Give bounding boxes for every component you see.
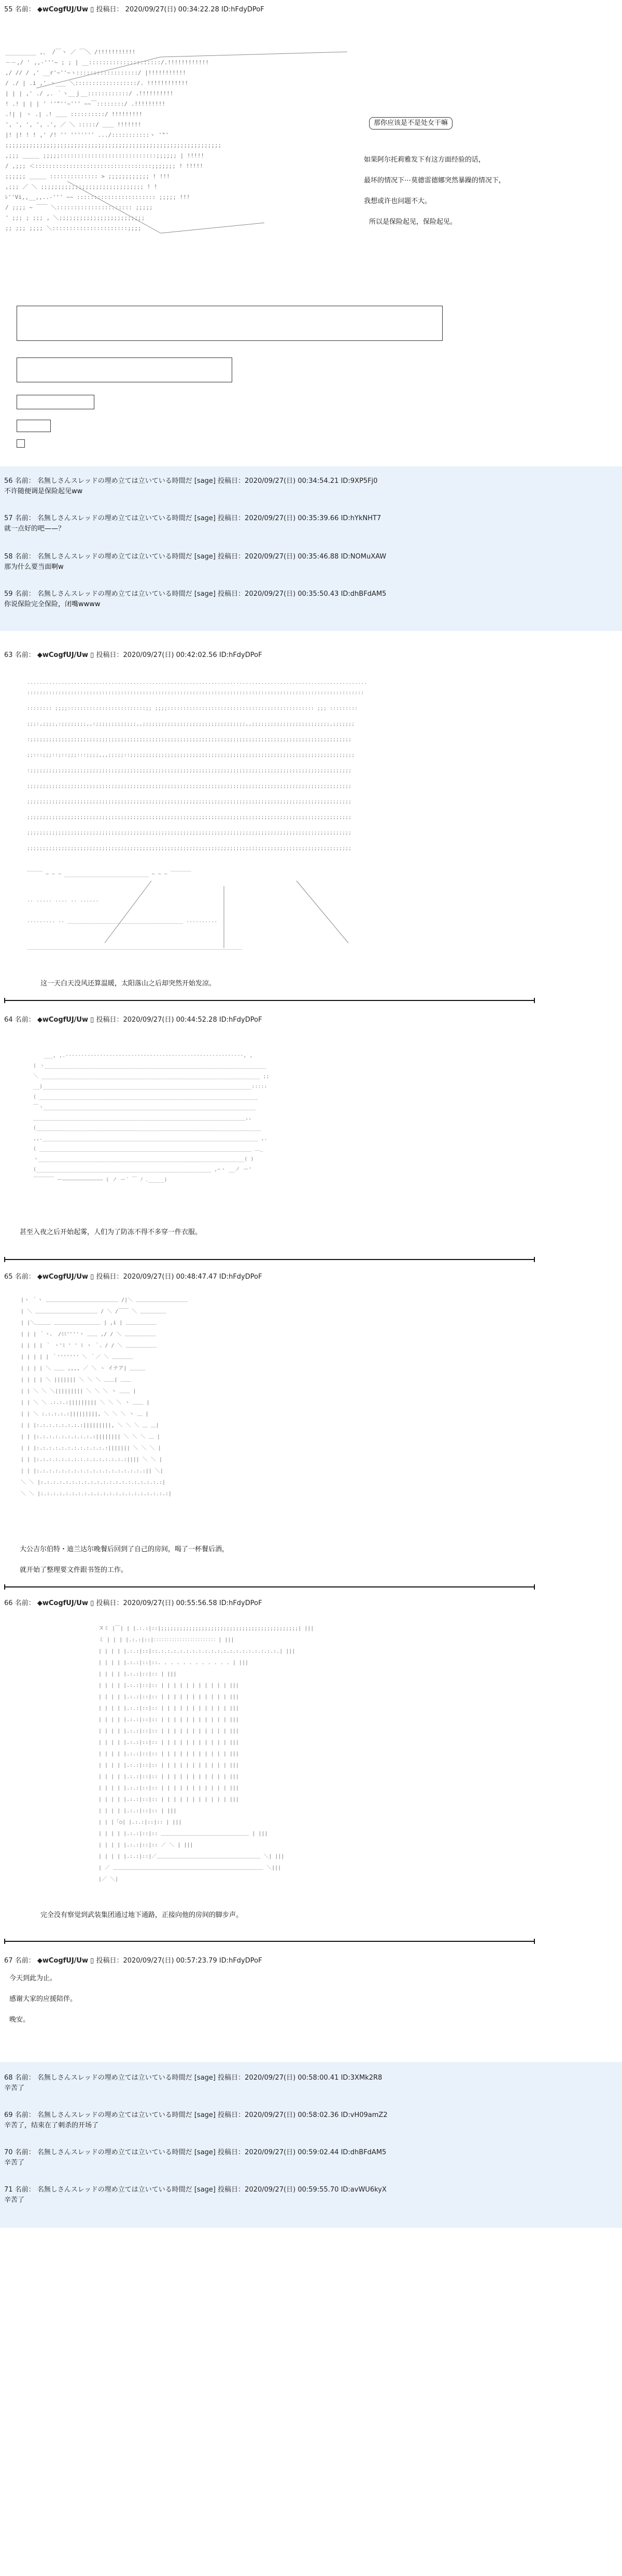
svg-text:( ___________________________: ( ____________________________________________________________________ ＿_ <box>33 1146 263 1152</box>
svg-text:| | | | |.:.:|::|:: |: | | | | |.:.:|::|:: | | | | | | | | | | | ||| <box>98 1774 239 1780</box>
ascii-art-clouds <box>33 1047 458 1212</box>
svg-text:/ ,;;; ＜::::::::::::::::::::: / ,;;; ＜::::::::::::::::::::::::::::::::::;;;;;;; ! !!!!! <box>5 163 203 169</box>
svg-text:| | | | |.:.:|::|:: |: | | | | |.:.:|::|:: | | | | | | | | | | | ||| <box>98 1683 239 1688</box>
svg-text:| | | | |.:.:|::|／＿＿＿＿＿＿＿: | | | | |.:.:|::|／＿＿＿＿＿＿＿＿＿＿＿＿＿＿＿＿＿＿＿＿ ＼| ||| <box>98 1854 285 1859</box>
svg-text:| | | | |.:.:|::|:: |: | | | | |.:.:|::|:: | | | | | | | | | | | ||| <box>98 1706 239 1711</box>
doc-icon: ▯ <box>90 651 94 659</box>
svg-text:;;;;;;;;;;;;;;;;;;;;;;;;;;;;;;: ;;;;;;;;;;;;;;;;;;;;;;;;;;;;;;;;;;;;;;;;;;;;;;;;;;;;;;;;;;;;;;; <box>5 142 222 149</box>
svg-text:|! |! ! ! ,' /! '' ''''''' .: |! |! ! ! ,' /! '' ''''''' .../:::::::::::ヽ '"' <box>5 132 169 138</box>
ascii-art-landscape <box>27 679 452 969</box>
post-text-line: 我想或许也问题不大。 <box>364 197 432 205</box>
post-text-line: 最坏的情况下⋯莫德雷德娜突然暴躁的情况下， <box>364 177 506 184</box>
post-header: 55 名前： ◆wCogfUJ/Uw ▯ 投稿日： 2020/09/27(日) 00:34:22.28 ID:hFdyDPoF <box>4 6 264 13</box>
post-text-line: 如果阿尔托莉雅发下有这方面经验的话， <box>364 156 486 164</box>
svg-text:￣ヽ____________________________: ￣ヽ____________________________________________________________________ <box>33 1105 256 1110</box>
svg-text:| |＼＿＿＿ ＿＿＿＿＿＿＿＿＿ | ,i: | |＼＿＿＿ ＿＿＿＿＿＿＿＿＿ | ,i | ＿＿＿＿＿＿ <box>21 1320 157 1326</box>
svg-text:| ＼ ＿＿＿＿＿＿＿＿＿＿＿＿ / ＼ /￣￣ ＼: | ＼ ＿＿＿＿＿＿＿＿＿＿＿＿ / ＼ /￣￣ ＼ ＿＿＿＿＿ <box>21 1309 166 1314</box>
svg-text:| | ＼ ＼ ＼||||||||| ＼ ＼ ＼: | | ＼ ＼ ＼||||||||| ＼ ＼ ＼ ヽ ＿＿ | <box>21 1389 136 1394</box>
doc-icon: ▯ <box>90 1016 94 1024</box>
post-separator <box>4 1941 535 1942</box>
svg-text:;;;;;; ＿＿＿ :::::::::::::: > ;: ;;;;;; ＿＿＿ :::::::::::::: > ;;;;;;;;;;;; ! !!! <box>5 173 170 180</box>
svg-text:| | | ,' ./ ,. ｀ヽ__ｊ__:::: | | | ,' ./ ,. ｀ヽ__ｊ__::::::::::::/ .!!!!!!!!!! <box>5 90 174 97</box>
reply-header: 57 名前： 名無しさんスレッドの埋め立ては立いている時間だ [sage] 投稿日：2020/09/27(日) 00:35:39.66 ID:hYkNHT7 <box>4 514 381 522</box>
reply-header: 56 名前： 名無しさんスレッドの埋め立ては立いている時間だ [sage] 投稿日：2020/09/27(日) 00:34:54.21 ID:9XP5Fj0 <box>4 477 378 485</box>
empty-box <box>17 395 94 409</box>
svg-text::;;;;;;;;;;;;;;;;;;;;;;;;;;;;;: :;;;;;;;;;;;;;;;;;;;;;;;;;;;;;;;;;;;;;;;;;;;;;;;;;;;;;;;;;;;;;;;;;;;;;;;;;;;;;;;;;;;;;;;;;;;;;;;;;;;;;;; <box>27 737 352 742</box>
svg-text:______________________________: ____________________________________________________________________,, <box>33 1115 252 1121</box>
svg-text:......... .. ___________: ......... .. _____________________________________ .......... <box>27 918 218 924</box>
svg-text:￣￣￣￣ ー――――――――――――― ( ノ ー´ ￣: ￣￣￣￣ ー――――――――――――― ( ノ ー´ ￣ ﾉ ､_____) <box>33 1177 167 1183</box>
svg-text:;;;;;;;;;;;;;;;;;;;;;;;;;;;;;;: ;;;;;;;;;;;;;;;;;;;;;;;;;;;;;;;;;;;;;;;;;;;;;;;;;;;;;;;;;;;;;;;;;;;;;;;;;;;;;;;;;;;;;;;;;;;;;;;;;;;;;;;; <box>27 783 352 789</box>
svg-text:| | | | |.:.:|::|:: |: | | | | |.:.:|::|:: | | | | | | | | | | | ||| <box>98 1797 239 1802</box>
svg-text:￣￣￣ ~ ~ ~ _______________: ￣￣￣ ~ ~ ~ ___________________________ ~ ~ ~ ￣￣￣￣ <box>27 871 191 877</box>
svg-text:| | | | |.:.:|::|:: |: | | | | |.:.:|::|:: | | | | | | | | | | | ||| <box>98 1740 239 1745</box>
svg-text:＼ ___________________________: ＼ ______________________________________________________________________ ;; <box>33 1074 270 1079</box>
svg-text:| | | | |.:.:|::|::: | | | | |.:.:|::|:: | ||| <box>98 1808 177 1814</box>
svg-text:___, ,.---------------------: ___, ,.---------------------------------------------------------, , <box>44 1053 253 1058</box>
svg-text:|／: |／ ＼| <box>98 1877 119 1882</box>
svg-text:| | | | |.:.:|::|::. .: | | | | |.:.:|::|::. . . . . . . . . . . . | ||| <box>98 1660 248 1666</box>
svg-text:( __________________________: ( ______________________________________________________________________ <box>33 1094 258 1100</box>
reply-header: 58 名前： 名無しさんスレッドの埋め立ては立いている時間だ [sage] 投稿日：2020/09/27(日) 00:35:46.88 ID:NOMuXAW <box>4 553 387 561</box>
post-header: 65 名前： ◆wCogfUJ/Uw ▯ 投稿日：2020/09/27(日) 00:48:47.47 ID:hFdyDPoF <box>4 1273 262 1281</box>
svg-text:;;;:,;;;;,:;;;;;;;;,,:;;;;;;;;: ;;;:,;;;;,:;;;;;;;;,,:;;;;;;;;;;;;;,,;;;;;;;;;;;;;;;;;;;;;;;;;;;;;;;;;,,;;;;;;;;;;;;;;;;;;;;;;;;;,;;;;;;; <box>27 721 355 727</box>
svg-text:/ ;;;; ~ ￣￣ ＼:::::::::: / ;;;; ~ ￣￣ ＼:::::::::::::::::::::: ;;;;; <box>5 204 153 211</box>
svg-text:| | ＼ ＼ .:.:.:||||||||| ＼: | | ＼ ＼ .:.:.:||||||||| ＼ ＼ ＼ ヽ ＿＿ | <box>21 1400 150 1406</box>
svg-text:! .! | | | ' ''"''~''' ~~: ! .! | | | ' ''"''~''' ~~￣::::::::/ .!!!!!!!!! <box>5 101 166 107</box>
svg-text:;;:::;;;::;::;;;:::;;;;,,,;;;;: ;;:::;;;::;::;;;:::;;;;,,,;;;;;::;;;;;;;;;;;;;;;;;;;;;;;;;;;;;;;;;;;;;;;;;;;;;;;;;;;;;;;;;;;;;;;;;;;;;;;; <box>27 752 355 758</box>
reply-text: 辛苦了 <box>4 2196 25 2204</box>
svg-text:| | | | ｀ ヽ'ﾐ ' ' ﾐ ヽ ｀、/: | | | | ｀ ヽ'ﾐ ' ' ﾐ ヽ ｀、/ / ＼ ＿＿＿＿＿＿ <box>21 1343 157 1349</box>
svg-text:| | | | ＼ ||||||| ＼ ＼ ＼: | | | | ＼ ||||||| ＼ ＼ ＼ ＿＿| ＿＿ <box>21 1377 131 1383</box>
ascii-art-character <box>21 1295 352 1513</box>
post-header: 64 名前： ◆wCogfUJ/Uw ▯ 投稿日：2020/09/27(日) 00:44:52.28 ID:hFdyDPoF <box>4 1016 262 1024</box>
svg-text::;;;;;;;;;;;;;;;;;;;;;;;;;;;;;: :;;;;;;;;;;;;;;;;;;;;;;;;;;;;;;;;;;;;;;;;;;;;;;;;;;;;;;;;;;;;;;;;;;;;;;;;;;;;;;;;;;;;;;;;;;;;;;;;;;;;;;; <box>27 768 352 774</box>
svg-text:;;;;;;;;;;;;;;;;;;;;;;;;;;;;;;: ;;;;;;;;;;;;;;;;;;;;;;;;;;;;;;;;;;;;;;;;;;;;;;;;;;;;;;;;;;;;;;;;;;;;;;;;;;;;;;;;;;;;;;;;;;;;;;;;;;;;;;;; <box>27 846 352 851</box>
svg-text:ヽ_____________________________: ヽ__________________________________________________________________( ) <box>33 1156 254 1162</box>
svg-text::::::::: ;;;;:::::::::::::::::: :::::::: ;;;;:::::::::::::::::::::::::;; ;;;;::::::::::::::::::::::::::::::::::::::::::::::: ;;; ::::::::: <box>27 706 358 711</box>
svg-text:', ', ', ', .', ／ ＼ ::: ', ', ', ', .', ／ ＼ :::::/ ＿＿ !!!!!!! <box>5 121 142 128</box>
svg-text:| | | | |.:.:|::|:: |: | | | | |.:.:|::|:: | | | | | | | | | | | ||| <box>98 1717 239 1723</box>
doc-icon: ▯ <box>90 1957 94 1965</box>
svg-text:/ ./ | .i ,' ヽ___ ＼::::::: / ./ | .i ,' ヽ___ ＼::::::::::::::::::/. !!!!!!!!!!!! <box>5 80 189 87</box>
post-text-line: 感谢大家的应援陪伴。 <box>9 1995 77 2003</box>
post-header: 67 名前： ◆wCogfUJ/Uw ▯ 投稿日：2020/09/27(日) 00:57:23.79 ID:hFdyDPoF <box>4 1957 262 1965</box>
post-separator <box>4 1259 535 1260</box>
reply-header: 68 名前： 名無しさんスレッドの埋め立ては立いている時間だ [sage] 投稿日：2020/09/27(日) 00:58:00.41 ID:3XMk2R8 <box>4 2074 383 2082</box>
doc-icon: ▯ <box>90 1273 94 1281</box>
svg-text:＼ ＼ |:.:.:.:.:.:.:.:.:.:.:.:.: ＼ ＼ |:.:.:.:.:.:.:.:.:.:.:.:.:.:.:.:.:.:.:.:.:| <box>21 1491 172 1497</box>
svg-text:＼ ＼ |:.:.:.:.:.:.:.:.:.:.:.: ＼ ＼ |:.:.:.:.:.:.:.:.:.:.:.:.:.:.:.:.:.:.:.:| <box>21 1480 165 1485</box>
ascii-art-drawing <box>27 679 452 969</box>
post-separator <box>4 1000 535 1001</box>
svg-text:ヌミ |￣| | |.:.:|::|;;;;;;;;;;: ヌミ |￣| | |.:.:|::|;;;;;;;;;;;;;;;;;;;;;;;;;;;;;;;;;;;;;;;;;;;;| ||| <box>98 1626 314 1632</box>
svg-text:| | |「○| |.:.:|::|::: | | |「○| |.:.:|::|:: | ||| <box>98 1820 182 1825</box>
svg-text:( ヽ________________________: ( ヽ_______________________________________________________________________ <box>33 1063 266 1069</box>
post-text-line: 晚安。 <box>9 2016 30 2024</box>
reply-header: 71 名前： 名無しさんスレッドの埋め立ては立いている時間だ [sage] 投稿日：2020/09/27(日) 00:59:55.70 ID:avWU6kyX <box>4 2186 387 2194</box>
ascii-art-corridor <box>98 1624 399 1893</box>
svg-text:| ／ ＿＿＿＿＿＿＿＿＿＿＿＿＿＿＿＿＿＿＿＿＿＿＿＿＿: | ／ ＿＿＿＿＿＿＿＿＿＿＿＿＿＿＿＿＿＿＿＿＿＿＿＿＿＿＿＿＿ ＼||| <box>98 1865 281 1871</box>
ascii-art-drawing <box>98 1624 399 1893</box>
ascii-art-scene-55 <box>5 47 347 254</box>
doc-icon: ▯ <box>90 1599 94 1607</box>
svg-text:| | |:.:.:.:.:.:.:.:.:.:.: | | |:.:.:.:.:.:.:.:.:.:.:.:||||||| ＼ ＼ ＼ | <box>21 1446 161 1451</box>
post-text-line: 今天到此为止。 <box>9 1974 57 1982</box>
svg-text:| | |:.:.:.:.:.:.:.:.:.:.: | | |:.:.:.:.:.:.:.:.:.:.:.:.:.:.:.:.:.:|| ＼| <box>21 1468 163 1474</box>
svg-text:| | | | | ｀''''''' ＼ ｀: | | | | | ｀''''''' ＼ ｀／ ＼ ＿＿＿＿ <box>21 1354 133 1360</box>
tripcode: ◆wCogfUJ/Uw <box>37 6 88 13</box>
svg-text:,/ // / ,' __r'~''~ヽ::::::: ,/ // / ,' __r'~''~ヽ::::::::::::::::::/ |!!!!!!!!!!! <box>5 69 186 76</box>
svg-text:.. .....: .. ..... .... .. ...... <box>27 897 99 903</box>
reply-text: 辛苦了 <box>4 2159 25 2167</box>
svg-text:| | | ｀ヽ、 /ﾐﾐ''''ヽ ＿＿ ,/: | | | ｀ヽ、 /ﾐﾐ''''ヽ ＿＿ ,/ / ＼ ＿＿＿＿＿＿ <box>21 1332 156 1337</box>
post-text-line: 这一天白天没风还算温暖，太阳落山之后却突然开始发凉。 <box>40 980 216 988</box>
post-header: 66 名前： ◆wCogfUJ/Uw ▯ 投稿日：2020/09/27(日) 00:55:56.58 ID:hFdyDPoF <box>4 1599 262 1607</box>
svg-text:(_____________________________: (________________________________________________________ ,~ヽ __ノ ー' <box>33 1167 252 1172</box>
svg-text:| | |:.:.:.:.:.:.:.:|||||: | | |:.:.:.:.:.:.:.:|||||||||, ＼ ＼ ＼ ＿ ＿| <box>21 1423 159 1428</box>
svg-text:|ヽ ｀ヽ ＿＿＿＿＿＿＿＿＿＿＿＿＿＿ /|＼ ＿＿＿＿: |ヽ ｀ヽ ＿＿＿＿＿＿＿＿＿＿＿＿＿＿ /|＼ ＿＿＿＿＿＿＿＿＿＿ <box>21 1297 188 1303</box>
svg-text:,;;; ／ ＼ ;;;;;;;;;;;;;;;;;: ,;;; ／ ＼ ;;;;;;;;;;;;;;;;;;;;;;;;;;;;;; ! ! <box>5 183 158 190</box>
replies-block-68-71 <box>0 2062 622 2228</box>
post-text-line: 所以是保险起见，保险起见。 <box>369 218 457 226</box>
post-separator <box>4 1586 535 1587</box>
reply-header: 69 名前： 名無しさんスレッドの埋め立ては立いている時間だ [sage] 投稿日：2020/09/27(日) 00:58:02.36 ID:vH09amZ2 <box>4 2111 388 2119</box>
ascii-art-drawing <box>21 1295 352 1513</box>
svg-text:' ;;; ; ;;; , ＼;;;;: ' ;;; ; ;;; , ＼;;;;;;;;;;;;;;;;;;;;;;;;; <box>5 214 145 221</box>
svg-text:;;;;;;;;;;;;;;;;;;;;;;;;;;;;;;: ;;;;;;;;;;;;;;;;;;;;;;;;;;;;;;;;;;;;;;;;;;;;;;;;;;;;;;;;;;;;;;;;;;;;;;;;;;;;;;;;;;;;;;;;;;;;;;;;;;;;;;;; <box>27 799 352 805</box>
post-text-line: 完全没有察觉到武装集团通过地下通路，正接向他的房间的脚步声。 <box>40 1911 243 1919</box>
post-header: 63 名前： ◆wCogfUJ/Uw ▯ 投稿日：2020/09/27(日) 00:42:02.56 ID:hFdyDPoF <box>4 651 262 659</box>
svg-text:..............................: ............................................................................................................. <box>27 680 367 685</box>
svg-text:,,.___________________________: ,,._____________________________________________________________________ ,. <box>33 1136 267 1141</box>
svg-text:| | ＼ :.:.:.:.:|||||||||,: | | ＼ :.:.:.:.:|||||||||, ＼ ＼ ＼ ヽ ＿ | <box>21 1411 149 1417</box>
svg-text:______________________________: _____________________________________________________________________ <box>27 944 243 950</box>
reply-header: 70 名前： 名無しさんスレッドの埋め立ては立いている時間だ [sage] 投稿日：2020/09/27(日) 00:59:02.44 ID:dhBFdAM5 <box>4 2149 387 2156</box>
empty-box <box>17 439 25 448</box>
svg-text:| | | | |.:.:|::|:: |: | | | | |.:.:|::|:: | | | | | | | | | | | ||| <box>98 1763 239 1768</box>
ascii-art-drawing <box>33 1047 458 1212</box>
post-text-line: 甚至入夜之后开始起雾，人们为了防冻不得不多穿一件衣服。 <box>20 1228 202 1236</box>
svg-text:| | |:.:.:.:.:.:.:.:.:.:|: | | |:.:.:.:.:.:.:.:.:.:|||||||| ＼ ＼ ＼ ＿ | <box>21 1434 160 1440</box>
reply-text: 那为什么要当面啊w <box>4 563 64 571</box>
svg-text:| | | | |.:.:|::|:: |: | | | | |.:.:|::|:: | | | | | | | | | | | ||| <box>98 1728 239 1734</box>
reply-text: 就一点好的吧——？ <box>4 525 65 533</box>
speech-bubble: 那你应该是不是处女干嘛 <box>369 117 453 130</box>
reply-text: 辛苦了，结束在了刺杀的开场了 <box>4 2122 99 2129</box>
post-text-line: 大公吉尔伯特・迪兰达尔晚餐后回到了自己的房间，喝了一杯餐后酒， <box>20 1545 229 1553</box>
svg-text:.!| | ヽ .| .! ＿＿ ::::: .!| | ヽ .| .! ＿＿ ::::::::::/ !!!!!!!!! <box>5 111 143 118</box>
svg-text:| | | | |.:.:|::|:: ＿＿＿: | | | | |.:.:|::|:: ＿＿＿＿＿＿＿＿＿＿＿＿＿＿＿＿＿ | ||| <box>98 1831 268 1837</box>
svg-text:| | | | ＼ ＿＿ ,,,, ／ ＼ ヽ: | | | | ＼ ＿＿ ,,,, ／ ＼ ヽ イテア| ＿＿＿ <box>21 1366 146 1371</box>
reply-text: 你说保险完全保险，闭嘴wwww <box>4 600 101 608</box>
svg-text:| | | | |.:.:|::|::.:.:.:: | | | | |.:.:|::|::.:.:.:.:.:.:.:.:.:.:.:.:.:.:.:.:.:.:.:.| ||| <box>98 1649 295 1654</box>
svg-text:;; ;;; ;;;; ＼:::::::::: ;; ;;; ;;;; ＼::::::::::::::::::::::;;;; <box>5 225 142 232</box>
post-text-line: 就开始了整理要文件跟书签的工作。 <box>20 1566 128 1574</box>
replies-block-56-59 <box>0 466 622 631</box>
svg-text:| | |:.:.:.:.:.:.:.:.:.:.: | | |:.:.:.:.:.:.:.:.:.:.:.:.:.:.:|||| ＼ ＼ | <box>21 1457 162 1463</box>
svg-text:－－,/ ' ,,-'''~ ; ; | __::: －－,/ ' ,,-'''~ ; ; | __:::::::::::::::::::::/.!!!!!!!!!!!! <box>5 59 209 66</box>
svg-text:::::::::::::::::::::::::::::::: :::::::::::::::::::::::::::::::::::::::::::::::::::::::::::::::::::::::::::::::::::::::::::::::::::::::::::: <box>27 690 364 696</box>
empty-box <box>17 420 51 432</box>
empty-box <box>17 357 232 382</box>
svg-text:| | | | |.:.:|::|:: ／: | | | | |.:.:|::|:: ／ ＼ | ||| <box>98 1842 193 1848</box>
svg-text:| | | | |.:.:|::|:: |: | | | | |.:.:|::|:: | | | | | | | | | | | ||| <box>98 1751 239 1757</box>
svg-text:(_____________________________: (________________________________________________________________________ <box>33 1125 261 1131</box>
svg-text:| | | | |.:.:|::|:: |: | | | | |.:.:|::|:: | | | | | | | | | | | ||| <box>98 1785 239 1791</box>
reply-text: 辛苦了 <box>4 2084 25 2092</box>
svg-text:_________ ,、 /￣ヽ ／ ￣: _________ ,、 /￣ヽ ／ ￣＼ /!!!!!!!!!!! <box>5 49 136 55</box>
svg-text:__)___________________________: __)___________________________________________________________________::::: <box>33 1084 267 1090</box>
svg-text:ミ | | | |.:.:|::|：：：：：：：：：: ミ | | | |.:.:|::|：：：：：：：：：：：：：：：：：：：：：：：：| ||| <box>98 1637 234 1643</box>
reply-text: 不许随便调是保险起见ww <box>4 488 83 495</box>
svg-text:;;;;;;;;;;;;;;;;;;;;;;;;;;;;;;: ;;;;;;;;;;;;;;;;;;;;;;;;;;;;;;;;;;;;;;;;;;;;;;;;;;;;;;;;;;;;;;;;;;;;;;;;;;;;;;;;;;;;;;;;;;;;;;;;;;;;;;;; <box>27 830 352 836</box>
svg-text:| | | | |.:.:|::|:: |: | | | | |.:.:|::|:: | | | | | | | | | | | ||| <box>98 1694 239 1700</box>
empty-box <box>17 306 443 341</box>
svg-text:,;;; ＿＿＿ ;;;;;:::::::::::::::: ,;;; ＿＿＿ ;;;;;::::::::::::::::::::::::::::;;;;;; | !!!!! <box>5 152 204 159</box>
reply-header: 59 名前： 名無しさんスレッドの埋め立ては立いている時間だ [sage] 投稿日：2020/09/27(日) 00:35:50.43 ID:dhBFdAM5 <box>4 590 387 598</box>
svg-text:| | | | |.:.:|::|::: | | | | |.:.:|::|:: | ||| <box>98 1671 177 1677</box>
ascii-art-drawing <box>5 47 347 254</box>
doc-icon: ▯ <box>90 6 94 13</box>
svg-text:ﾚ''Vi,,__,,..-''' ~~ :::::::::: ﾚ''Vi,,__,,..-''' ~~ ::::::::::::::::::::::: ;;;;; !!! <box>5 194 190 201</box>
svg-text:;;;;;;;;;;;;;;;;;;;;;;;;;;;;;;: ;;;;;;;;;;;;;;;;;;;;;;;;;;;;;;;;;;;;;;;;;;;;;;;;;;;;;;;;;;;;;;;;;;;;;;;;;;;;;;;;;;;;;;;;;;;;;;;;;;;;;;;; <box>27 814 352 820</box>
